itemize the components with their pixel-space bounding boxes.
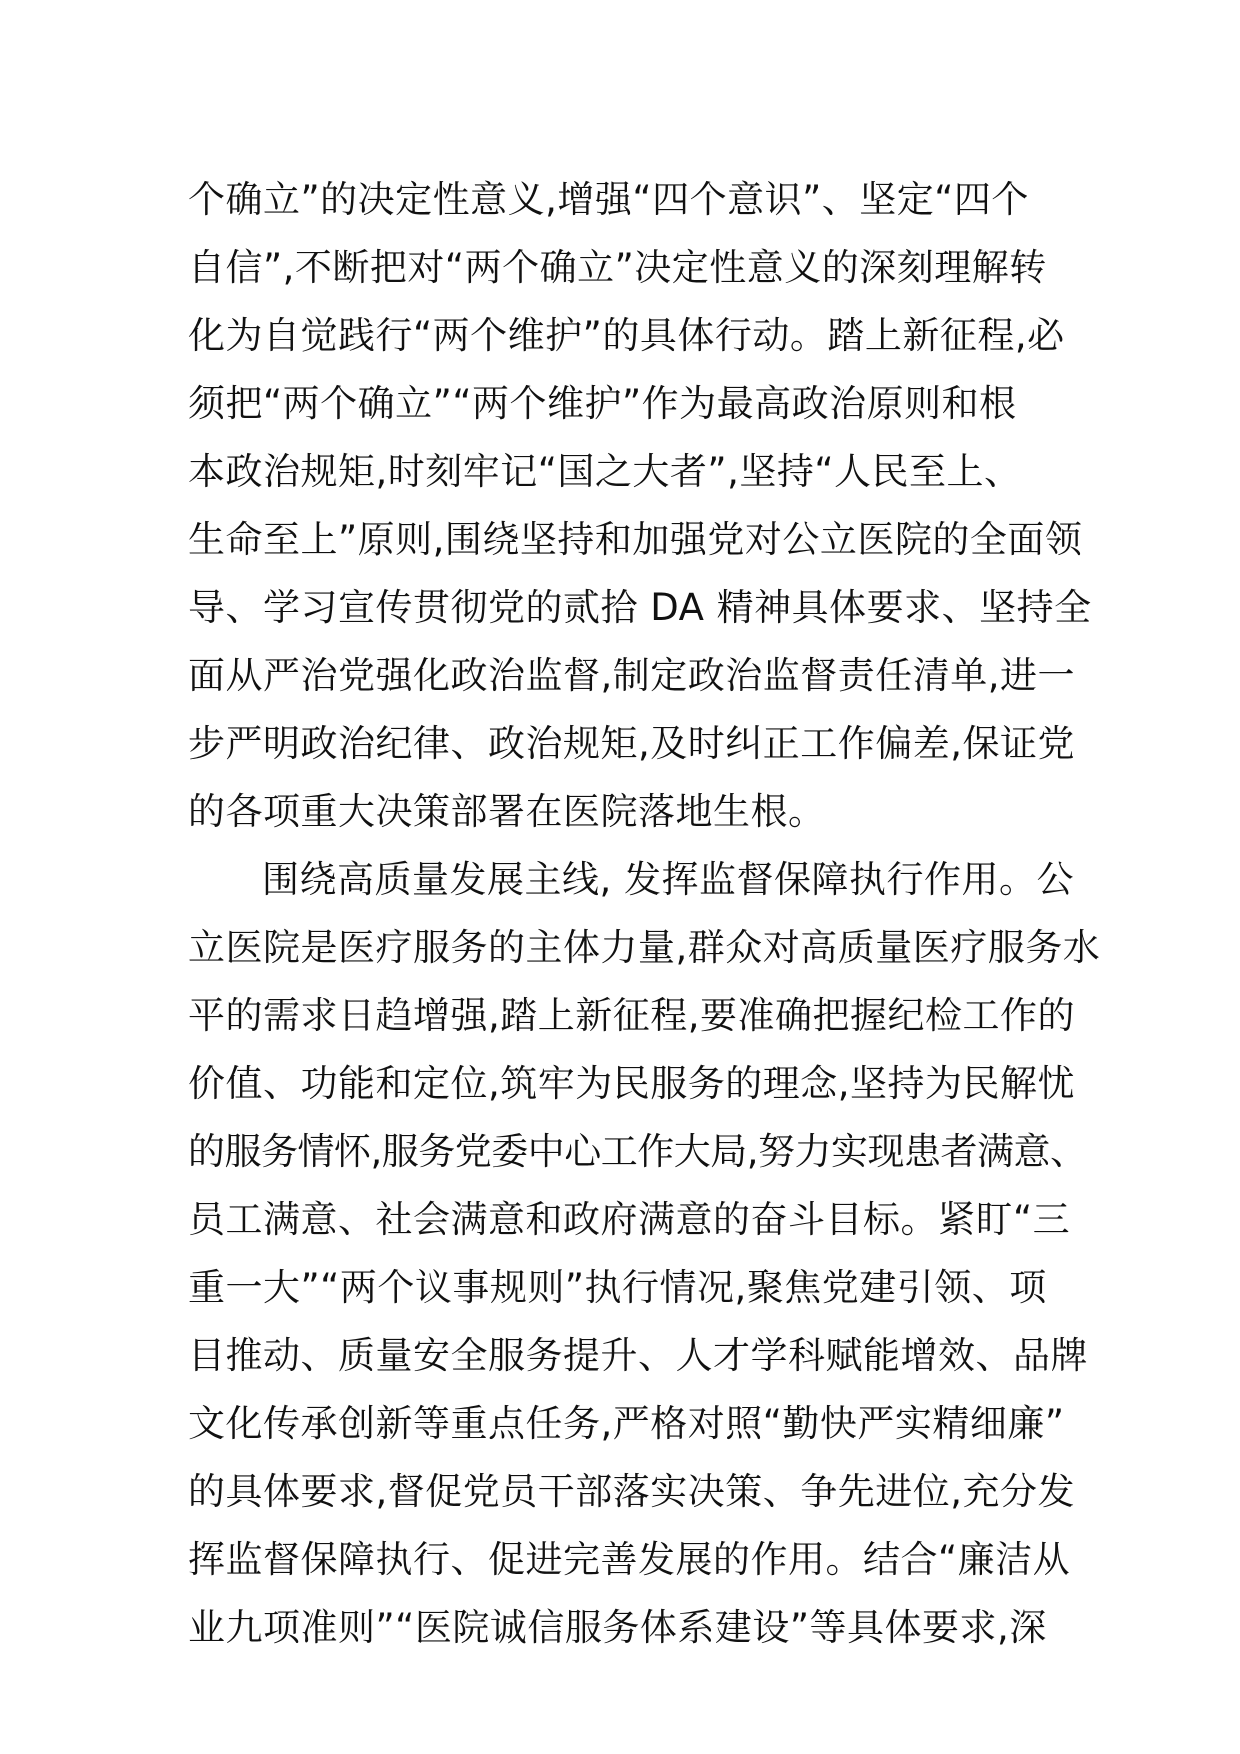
- paragraph-line: 业九项准则”“医院诚信服务体系建设”等具体要求,深: [188, 1606, 1047, 1649]
- document-body: [188, 166, 1101, 1662]
- paragraph-line: 员工满意、社会满意和政府满意的奋斗目标。紧盯“三: [188, 1198, 1071, 1241]
- paragraph-line: 本政治规矩,时刻牢记“国之大者”,坚持“人民至上、: [188, 450, 1022, 493]
- paragraph-line: 自信”,不断把对“两个确立”决定性意义的深刻理解转: [188, 246, 1047, 289]
- paragraph-line: 的具体要求,督促党员干部落实决策、争先进位,充分发: [188, 1470, 1076, 1513]
- paragraph-line: 立医院是医疗服务的主体力量,群众对高质量医疗服务水: [188, 926, 1101, 969]
- paragraph-line: 步严明政治纪律、政治规矩,及时纠正工作偏差,保证党: [188, 722, 1076, 765]
- paragraph-line: 文化传承创新等重点任务,严格对照“勤快严实精细廉”: [188, 1402, 1065, 1445]
- paragraph-line: 个确立”的决定性意义,增强“四个意识”、坚定“四个: [188, 178, 1029, 221]
- paragraph-line: 生命至上”原则,围绕坚持和加强党对公立医院的全面领: [188, 518, 1083, 561]
- paragraph-line: 平的需求日趋增强,踏上新征程,要准确把握纪检工作的: [188, 994, 1076, 1037]
- paragraph-line: 重一大”“两个议事规则”执行情况,聚焦党建引领、项: [188, 1266, 1047, 1309]
- paragraph-line: 导、学习宣传贯彻党的贰拾 DA 精神具体要求、坚持全: [188, 586, 1092, 629]
- paragraph-2: [188, 846, 1101, 1662]
- paragraph-line: 目推动、质量安全服务提升、人才学科赋能增效、品牌: [188, 1334, 1088, 1377]
- paragraph-line: 的服务情怀,服务党委中心工作大局,努力实现患者满意、: [188, 1130, 1087, 1173]
- paragraph-line: 须把“两个确立”“两个维护”作为最高政治原则和根: [188, 382, 1017, 425]
- paragraph-line: 的各项重大决策部署在医院落地生根。: [188, 790, 826, 833]
- paragraph-heading-line: 围绕高质量发展主线, 发挥监督保障执行作用。公: [262, 858, 1075, 901]
- paragraph-line: 挥监督保障执行、促进完善发展的作用。结合“廉洁从: [188, 1538, 1071, 1581]
- paragraph-line: 化为自觉践行“两个维护”的具体行动。踏上新征程,必: [188, 314, 1065, 357]
- paragraph-line: 价值、功能和定位,筑牢为民服务的理念,坚持为民解忧: [188, 1062, 1076, 1105]
- paragraph-line: 面从严治党强化政治监督,制定政治监督责任清单,进一: [188, 654, 1076, 697]
- paragraph-1: [188, 166, 1092, 846]
